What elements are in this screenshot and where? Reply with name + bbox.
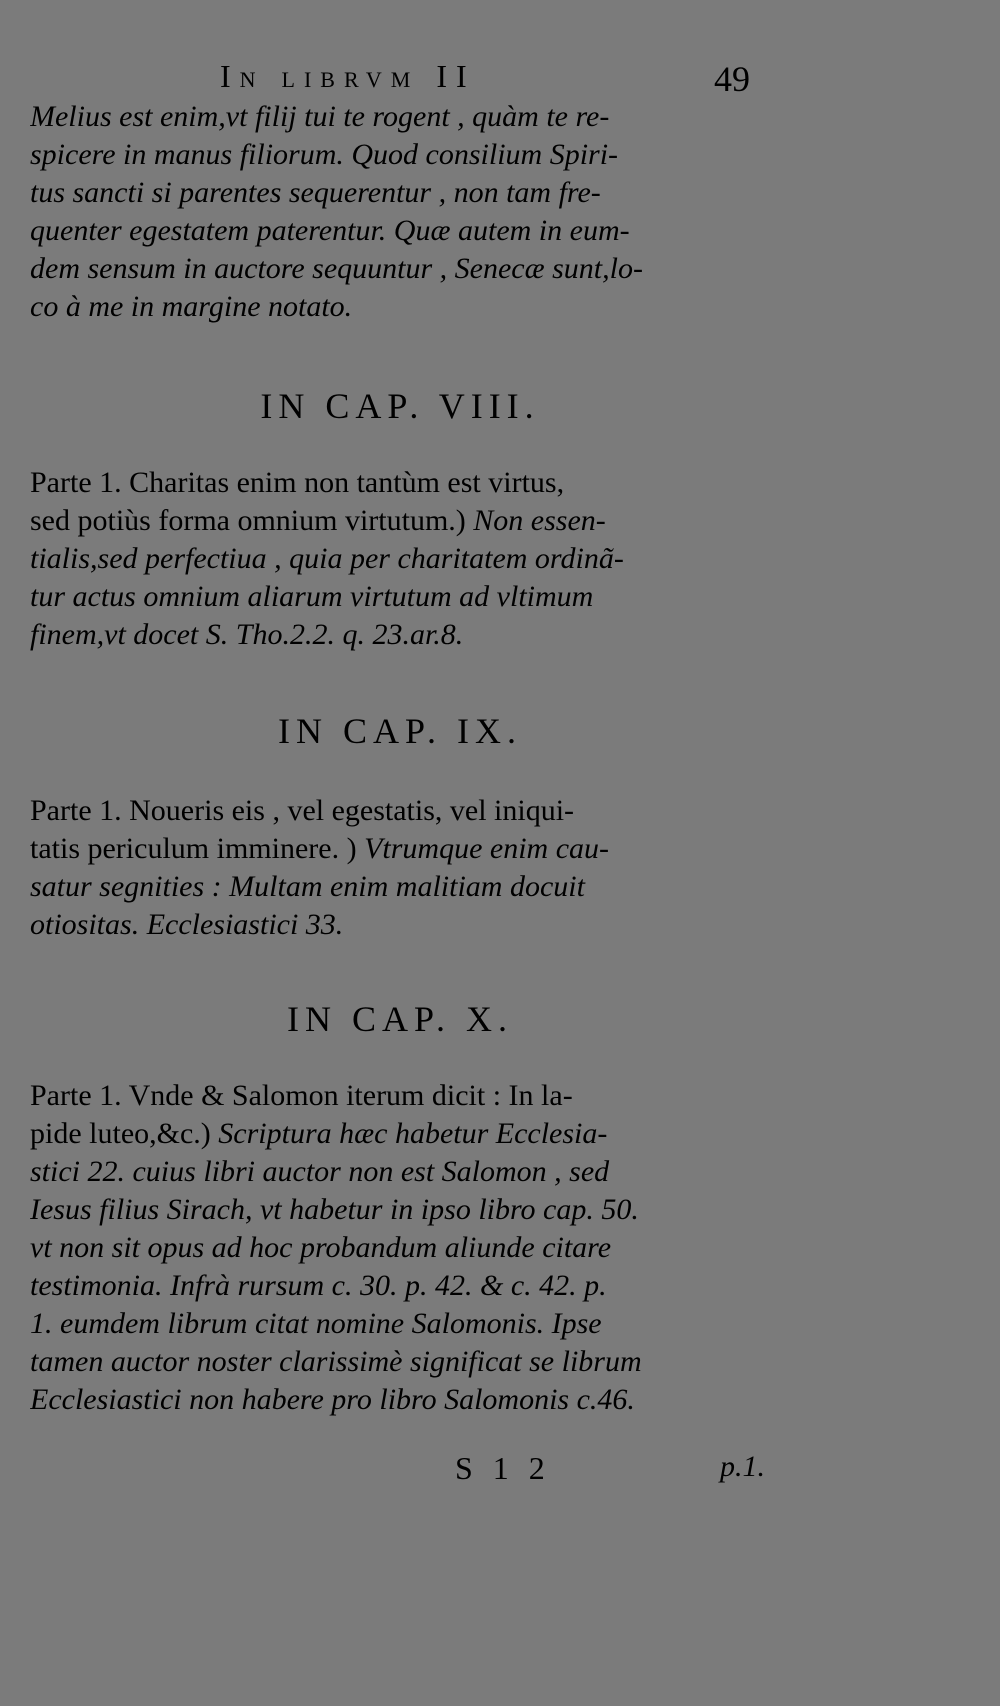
paragraph-cap-ix	[30, 792, 750, 944]
text-line: Parte 1. Charitas enim non tantùm est virtus,	[30, 466, 565, 499]
text-line: tus sancti si parentes sequerentur , non tam fre-	[30, 176, 601, 209]
text-line: sed potiùs forma omnium virtutum.) Non essen-	[30, 504, 606, 537]
text-line: spicere in manus filiorum. Quod consilium Spiri-	[30, 138, 619, 171]
chapter-heading-viii: IN CAP. VIII.	[260, 386, 540, 426]
text-line: tamen auctor noster clarissimè significat se librum	[30, 1345, 642, 1378]
text-line: stici 22. cuius libri auctor non est Salomon , sed	[30, 1155, 610, 1188]
text-line: Iesus filius Sirach, vt habetur in ipso libro cap. 50.	[30, 1193, 639, 1226]
chapter-heading-ix: IN CAP. IX.	[277, 711, 522, 751]
text-line: co à me in margine notato.	[30, 290, 353, 323]
signature-mark: S 1 2	[455, 1450, 551, 1486]
text-line: vt non sit opus ad hoc probandum aliunde citare	[30, 1231, 612, 1264]
page-footer	[455, 1450, 765, 1490]
running-title: In librvm II	[220, 58, 476, 94]
catchword: p.1.	[720, 1450, 765, 1483]
paragraph-cap-viii	[30, 464, 750, 654]
text-line: Ecclesiastici non habere pro libro Salomonis c.46.	[30, 1383, 635, 1416]
running-head	[30, 58, 750, 98]
text-line: tatis periculum imminere. ) Vtrumque enim cau-	[30, 832, 610, 865]
text-line: Melius est enim,vt filij tui te rogent , quàm te re-	[30, 100, 610, 133]
text-line: 1. eumdem librum citat nomine Salomonis. Ipse	[30, 1307, 602, 1340]
text-line: tur actus omnium aliarum virtutum ad vltimum	[30, 580, 594, 613]
text-line: finem,vt docet S. Tho.2.2. q. 23.ar.8.	[30, 618, 464, 651]
text-line: dem sensum in auctore sequuntur , Senecæ sunt,lo-	[30, 252, 643, 285]
text-line: Parte 1. Noueris eis , vel egestatis, vel iniqui-	[30, 794, 575, 827]
text-line: otiositas. Ecclesiastici 33.	[30, 908, 344, 941]
paragraph-cap-x	[30, 1077, 750, 1419]
text-line: Parte 1. Vnde & Salomon iterum dicit : In la-	[30, 1079, 573, 1112]
text-line: satur segnities : Multam enim malitiam docuit	[30, 870, 585, 903]
text-line: pide luteo,&c.) Scriptura hæc habetur Ecclesia-	[30, 1117, 608, 1150]
text-line: testimonia. Infrà rursum c. 30. p. 42. & c. 42. p.	[30, 1269, 607, 1302]
text-line: tialis,sed perfectiua , quia per charitatem ordinã-	[30, 542, 624, 575]
paragraph-intro	[30, 98, 750, 326]
page-number: 49	[714, 59, 750, 99]
text-line: quenter egestatem paterentur. Quæ autem in eum-	[30, 214, 630, 247]
chapter-heading-x: IN CAP. X.	[286, 999, 514, 1039]
